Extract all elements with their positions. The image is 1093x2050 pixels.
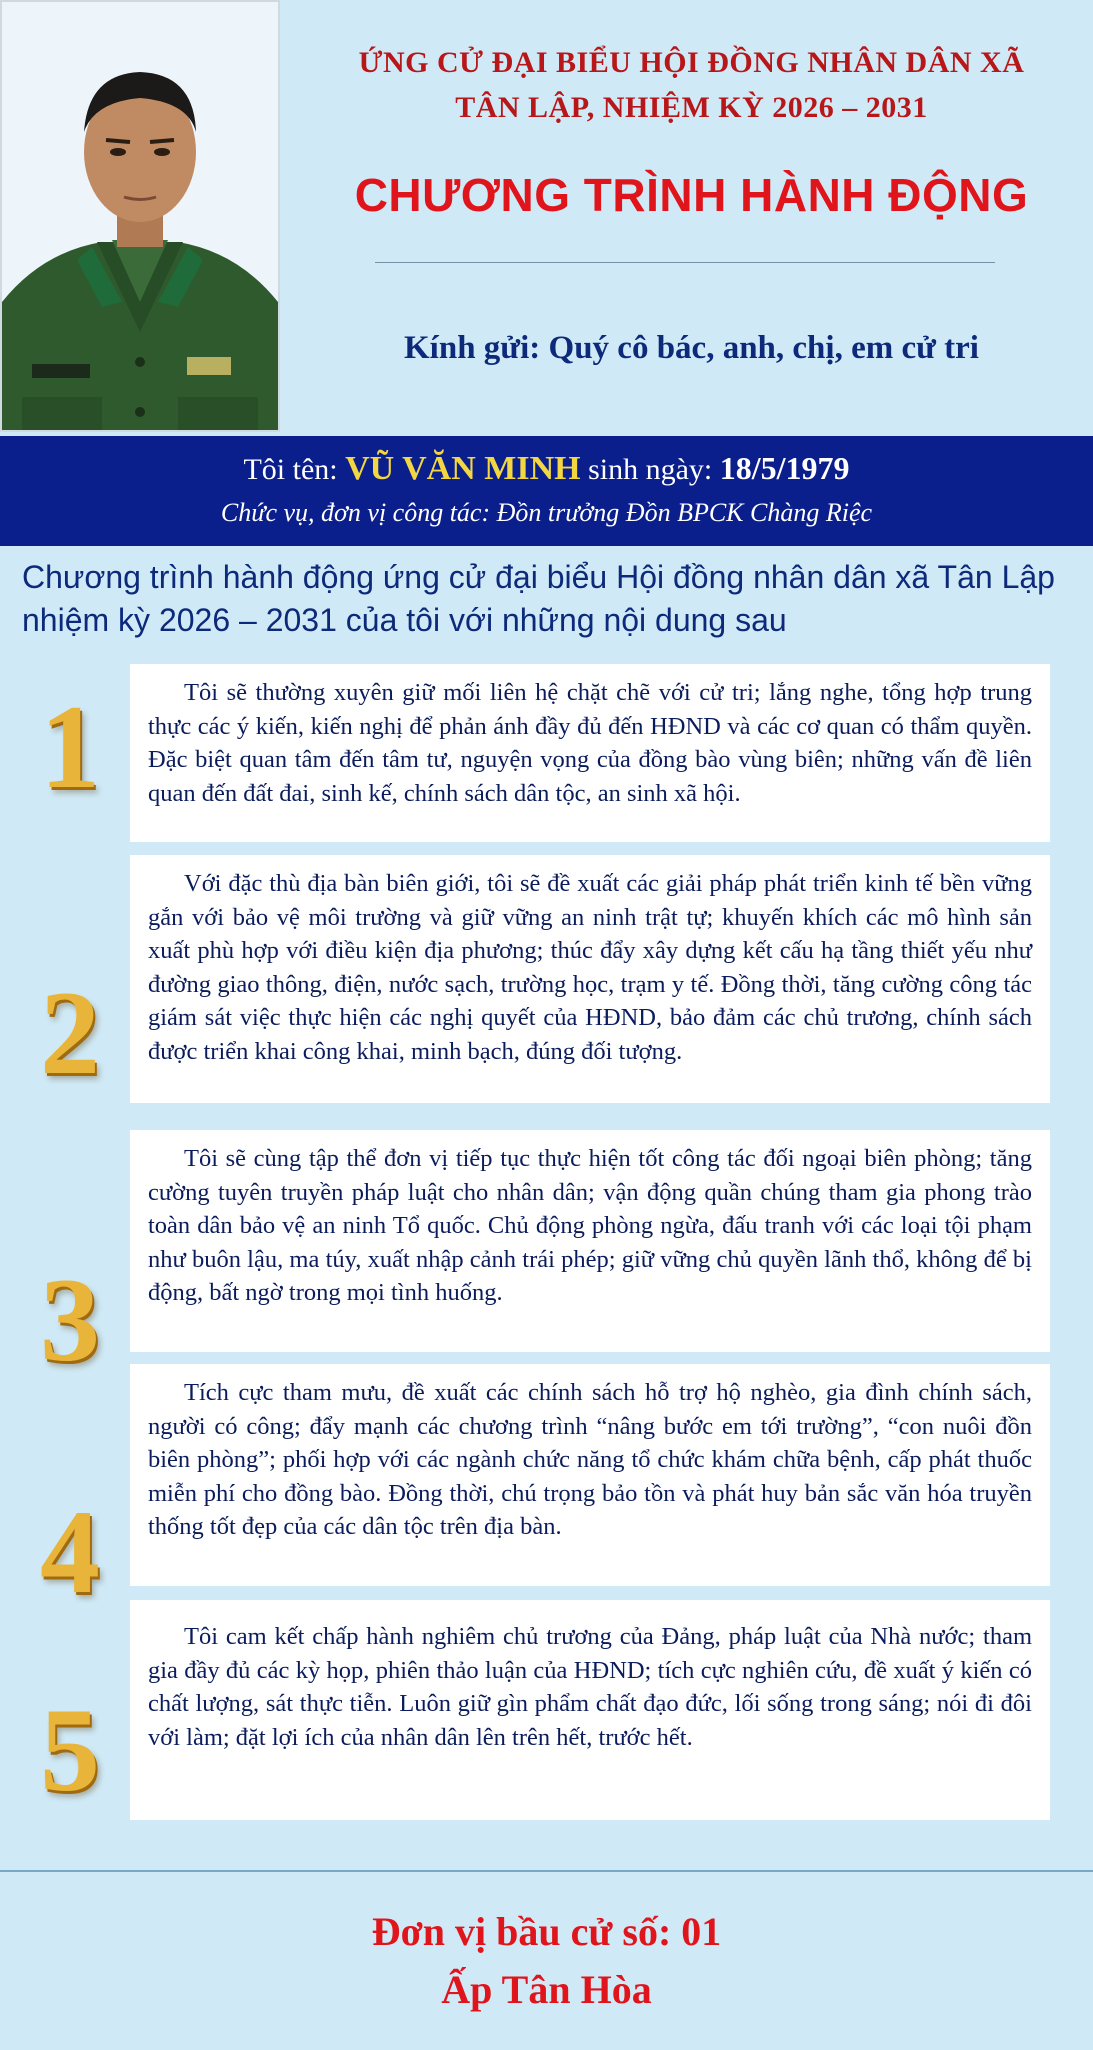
item-number-2: 2	[40, 966, 100, 1099]
electoral-unit-number: Đơn vị bầu cử số: 01	[371, 1909, 722, 1954]
item-number-5: 5	[40, 1683, 100, 1816]
candidate-dob: 18/5/1979	[719, 450, 850, 486]
item-number-3: 3	[40, 1253, 100, 1386]
action-item-4	[130, 1364, 1050, 1586]
candidate-position: Chức vụ, đơn vị công tác: Đồn trưởng Đồn BPCK Chàng Riệc	[220, 498, 873, 527]
candidate-info-band	[0, 436, 1093, 546]
action-item-2	[130, 855, 1050, 1103]
candidate-identity-line	[0, 450, 1093, 488]
electoral-unit-location: Ấp Tân Hòa	[441, 1967, 652, 2012]
greeting: Kính gửi: Quý cô bác, anh, chị, em cử tri	[404, 330, 979, 366]
action-item-1	[130, 664, 1050, 842]
dob-prefix: sinh ngày:	[580, 453, 720, 486]
portrait-illustration	[2, 2, 278, 430]
action-item-5	[130, 1600, 1050, 1820]
item-number-1: 1	[40, 680, 100, 813]
intro-text: Chương trình hành động ứng cử đại biểu Hội đồng nhân dân xã Tân Lập nhiệm kỳ 2026 – 2031 của tôi với những nội dung sau	[22, 559, 1055, 638]
action-item-text: Với đặc thù địa bàn biên giới, tôi sẽ đề xuất các giải pháp phát triển kinh tế bền vững gắn với bảo vệ môi trường và giữ vững an ninh trật tự; khuyến khích các mô hình sản xuất phù hợp với điều kiện địa phương; thúc đẩy xây dựng kết cấu hạ tầng thiết yếu như đường giao thông, điện, nước sạch, trường học, trạm y tế. Đồng thời, tăng cường công tác giám sát việc thực hiện các nghị quyết của HĐND, bảo đảm các chủ trương, chính sách được triển khai công khai, minh bạch, đúng đối tượng.	[148, 870, 1032, 1065]
candidate-portrait	[0, 0, 280, 432]
header	[0, 0, 1093, 436]
electoral-unit-footer	[0, 1870, 1093, 2050]
action-item-text: Tôi sẽ thường xuyên giữ mối liên hệ chặt chẽ với cử tri; lắng nghe, tổng hợp trung thực các ý kiến, kiến nghị để phản ánh đầy đủ đến HĐND và các cơ quan có thẩm quyền. Đặc biệt quan tâm đến tâm tư, nguyện vọng của đồng bào vùng biên; những vấn đề liên quan đến đất đai, sinh kế, chính sách dân tộc, an sinh xã hội.	[148, 679, 1032, 807]
item-number-4: 4	[40, 1485, 100, 1618]
title-line-2: TÂN LẬP, NHIỆM KỲ 2026 – 2031	[455, 91, 928, 124]
action-item-text: Tôi sẽ cùng tập thể đơn vị tiếp tục thực hiện tốt công tác đối ngoại biên phòng; tăng cường tuyên truyền pháp luật cho nhân dân; vận động quần chúng tham gia phong trào toàn dân bảo vệ an ninh Tổ quốc. Chủ động phòng ngừa, đấu tranh với các loại tội phạm như buôn lậu, ma túy, xuất nhập cảnh trái phép; giữ vững chủ quyền lãnh thổ, không để bị động, bất ngờ trong mọi tình huống.	[148, 1145, 1032, 1306]
action-item-text: Tích cực tham mưu, đề xuất các chính sách hỗ trợ hộ nghèo, gia đình chính sách, người có công; đẩy mạnh các chương trình “nâng bước em tới trường”, “con nuôi đồn biên phòng”; phối hợp với các ngành chức năng tổ chức khám chữa bệnh, cấp phát thuốc miễn phí cho đồng bào. Đồng thời, chú trọng bảo tồn và phát huy bản sắc văn hóa truyền thống tốt đẹp của các dân tộc trên địa bàn.	[148, 1379, 1032, 1540]
name-prefix: Tôi tên:	[243, 453, 346, 486]
title-block	[290, 0, 1093, 436]
action-item-3	[130, 1130, 1050, 1352]
title-divider	[375, 262, 995, 263]
program-title: CHƯƠNG TRÌNH HÀNH ĐỘNG	[354, 169, 1029, 221]
candidate-name: VŨ VĂN MINH	[345, 450, 581, 487]
action-item-text: Tôi cam kết chấp hành nghiêm chủ trương của Đảng, pháp luật của Nhà nước; tham gia đầy đủ các kỳ họp, phiên thảo luận của HĐND; tích cực nghiên cứu, đề xuất ý kiến có chất lượng, sát thực tiễn. Luôn giữ gìn phẩm chất đạo đức, lối sống trong sáng; nói đi đôi với làm; đặt lợi ích của nhân dân lên trên hết, trước hết.	[148, 1623, 1032, 1751]
title-line-1: ỨNG CỬ ĐẠI BIỂU HỘI ĐỒNG NHÂN DÂN XÃ	[358, 46, 1025, 79]
